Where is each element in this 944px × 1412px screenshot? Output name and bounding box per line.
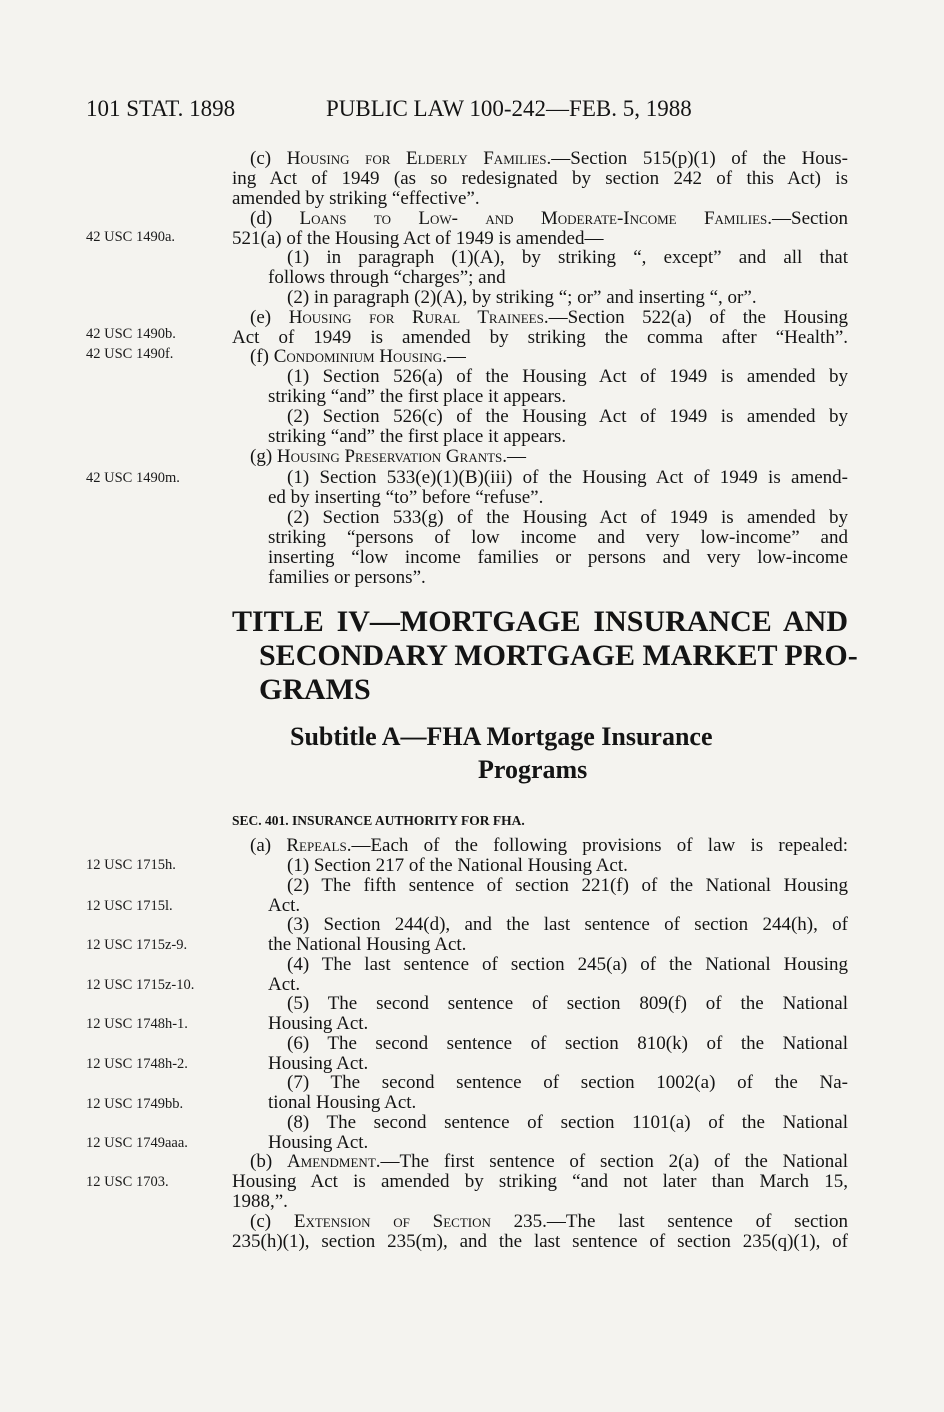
text-line: inserting “low income families or persons and very low-income bbox=[268, 547, 848, 568]
text-line: (a) Repeals.—Each of the following provisions of law is repealed: bbox=[250, 835, 849, 856]
text-line: Housing Act is amended by striking “and not later than March 15, bbox=[232, 1171, 848, 1192]
text-line: (1) Section 217 of the National Housing Act. bbox=[287, 855, 628, 876]
text-line: (c) Extension of Section 235.—The last sentence of section bbox=[250, 1211, 848, 1232]
margin-citation: 42 USC 1490f. bbox=[86, 346, 174, 362]
margin-citation: 12 USC 1749aaa. bbox=[86, 1135, 188, 1151]
text-line: (3) Section 244(d), and the last sentence of section 244(h), of bbox=[287, 914, 848, 935]
text-line: (5) The second sentence of section 809(f) of the National bbox=[287, 993, 848, 1014]
text-line: Act of 1949 is amended by striking the comma after “Health”. bbox=[232, 327, 848, 348]
text-line: (b) Amendment.—The first sentence of section 2(a) of the National bbox=[250, 1151, 848, 1172]
title-heading-line: GRAMS bbox=[259, 673, 371, 706]
margin-citation: 12 USC 1748h-2. bbox=[86, 1056, 188, 1072]
text-line: (c) Housing for Elderly Families.—Section 515(p)(1) of the Hous- bbox=[250, 148, 849, 169]
text-line: Act. bbox=[268, 974, 301, 995]
text-line: striking “persons of low income and very low-income” and bbox=[268, 527, 848, 548]
text-line: (2) in paragraph (2)(A), by striking “; or” and inserting “, or”. bbox=[287, 287, 757, 308]
subsection-heading: Housing for Rural Trainees. bbox=[288, 307, 549, 328]
subsection-heading: Housing for Elderly Families. bbox=[286, 148, 552, 169]
text-line: (1) Section 526(a) of the Housing Act of 1949 is amended by bbox=[287, 366, 848, 387]
text-line: ed by inserting “to” before “refuse”. bbox=[268, 487, 544, 508]
subsection-heading: Amendment. bbox=[286, 1151, 381, 1172]
text-line: tional Housing Act. bbox=[268, 1092, 417, 1113]
text-line: the National Housing Act. bbox=[268, 934, 467, 955]
margin-citation: 12 USC 1715z-10. bbox=[86, 977, 195, 993]
text-line: striking “and” the first place it appears. bbox=[268, 426, 567, 447]
subsection-heading: Loans to Low- and Moderate-Income Families. bbox=[299, 208, 772, 229]
margin-citation: 42 USC 1490a. bbox=[86, 229, 176, 245]
subsection-heading: Housing Preservation Grants. bbox=[276, 446, 508, 467]
margin-citation: 12 USC 1748h-1. bbox=[86, 1016, 188, 1032]
text-line: (7) The second sentence of section 1002(a) of the Na- bbox=[287, 1072, 848, 1093]
subsection-heading: Extension of Section bbox=[293, 1211, 491, 1232]
section-heading: SEC. 401. INSURANCE AUTHORITY FOR FHA. bbox=[232, 813, 525, 828]
text-line: (e) Housing for Rural Trainees.—Section 522(a) of the Housing bbox=[250, 307, 848, 328]
text-line: 235(h)(1), section 235(m), and the last sentence of section 235(q)(1), of bbox=[232, 1231, 848, 1252]
page-header bbox=[86, 96, 726, 122]
text-line: ing Act of 1949 (as so redesignated by section 242 of this Act) is bbox=[232, 168, 848, 189]
margin-citation: 12 USC 1703. bbox=[86, 1174, 169, 1190]
margin-citation: 42 USC 1490b. bbox=[86, 326, 176, 342]
title-heading-line: TITLE IV—MORTGAGE INSURANCE AND bbox=[232, 605, 848, 638]
text-line: striking “and” the first place it appears. bbox=[268, 386, 567, 407]
margin-citation: 12 USC 1715h. bbox=[86, 857, 176, 873]
title-heading-line: SECONDARY MORTGAGE MARKET PRO- bbox=[259, 639, 858, 672]
text-line: families or persons”. bbox=[268, 567, 426, 588]
text-line: Act. bbox=[268, 895, 301, 916]
text-line: Housing Act. bbox=[268, 1132, 369, 1153]
margin-citation: 42 USC 1490m. bbox=[86, 470, 180, 486]
text-line: (4) The last sentence of section 245(a) of the National Housing bbox=[287, 954, 848, 975]
text-line: (8) The second sentence of section 1101(a) of the National bbox=[287, 1112, 848, 1133]
text-line: (f) Condominium Housing.— bbox=[250, 346, 466, 367]
text-line: (2) Section 533(g) of the Housing Act of 1949 is amended by bbox=[287, 507, 848, 528]
subsection-heading: Repeals. bbox=[286, 835, 352, 856]
text-line: 521(a) of the Housing Act of 1949 is amended— bbox=[232, 228, 604, 249]
margin-citation: 12 USC 1715z-9. bbox=[86, 937, 188, 953]
text-line: follows through “charges”; and bbox=[268, 267, 506, 288]
text-line: (2) The fifth sentence of section 221(f) of the National Housing bbox=[287, 875, 848, 896]
text-line: Housing Act. bbox=[268, 1013, 369, 1034]
text-line: (2) Section 526(c) of the Housing Act of 1949 is amended by bbox=[287, 406, 848, 427]
subtitle-heading: Subtitle A—FHA Mortgage Insurance bbox=[290, 722, 713, 751]
text-line: (1) Section 533(e)(1)(B)(iii) of the Housing Act of 1949 is amend- bbox=[287, 467, 848, 488]
text-line: (g) Housing Preservation Grants.— bbox=[250, 446, 527, 467]
margin-citation: 12 USC 1715l. bbox=[86, 898, 173, 914]
text-line: 1988,”. bbox=[232, 1191, 288, 1212]
text-line: (6) The second sentence of section 810(k) of the National bbox=[287, 1033, 848, 1054]
text-line: (d) Loans to Low- and Moderate-Income Families.—Section bbox=[250, 208, 848, 229]
text-line: (1) in paragraph (1)(A), by striking “, except” and all that bbox=[287, 247, 848, 268]
statute-page-number: 101 STAT. 1898 bbox=[86, 96, 236, 121]
subsection-heading: Condominium Housing. bbox=[273, 346, 447, 367]
public-law-citation: PUBLIC LAW 100-242—FEB. 5, 1988 bbox=[326, 96, 692, 121]
margin-citation: 12 USC 1749bb. bbox=[86, 1096, 184, 1112]
text-line: amended by striking “effective”. bbox=[232, 188, 480, 209]
subtitle-heading: Programs bbox=[478, 755, 588, 784]
text-line: Housing Act. bbox=[268, 1053, 369, 1074]
